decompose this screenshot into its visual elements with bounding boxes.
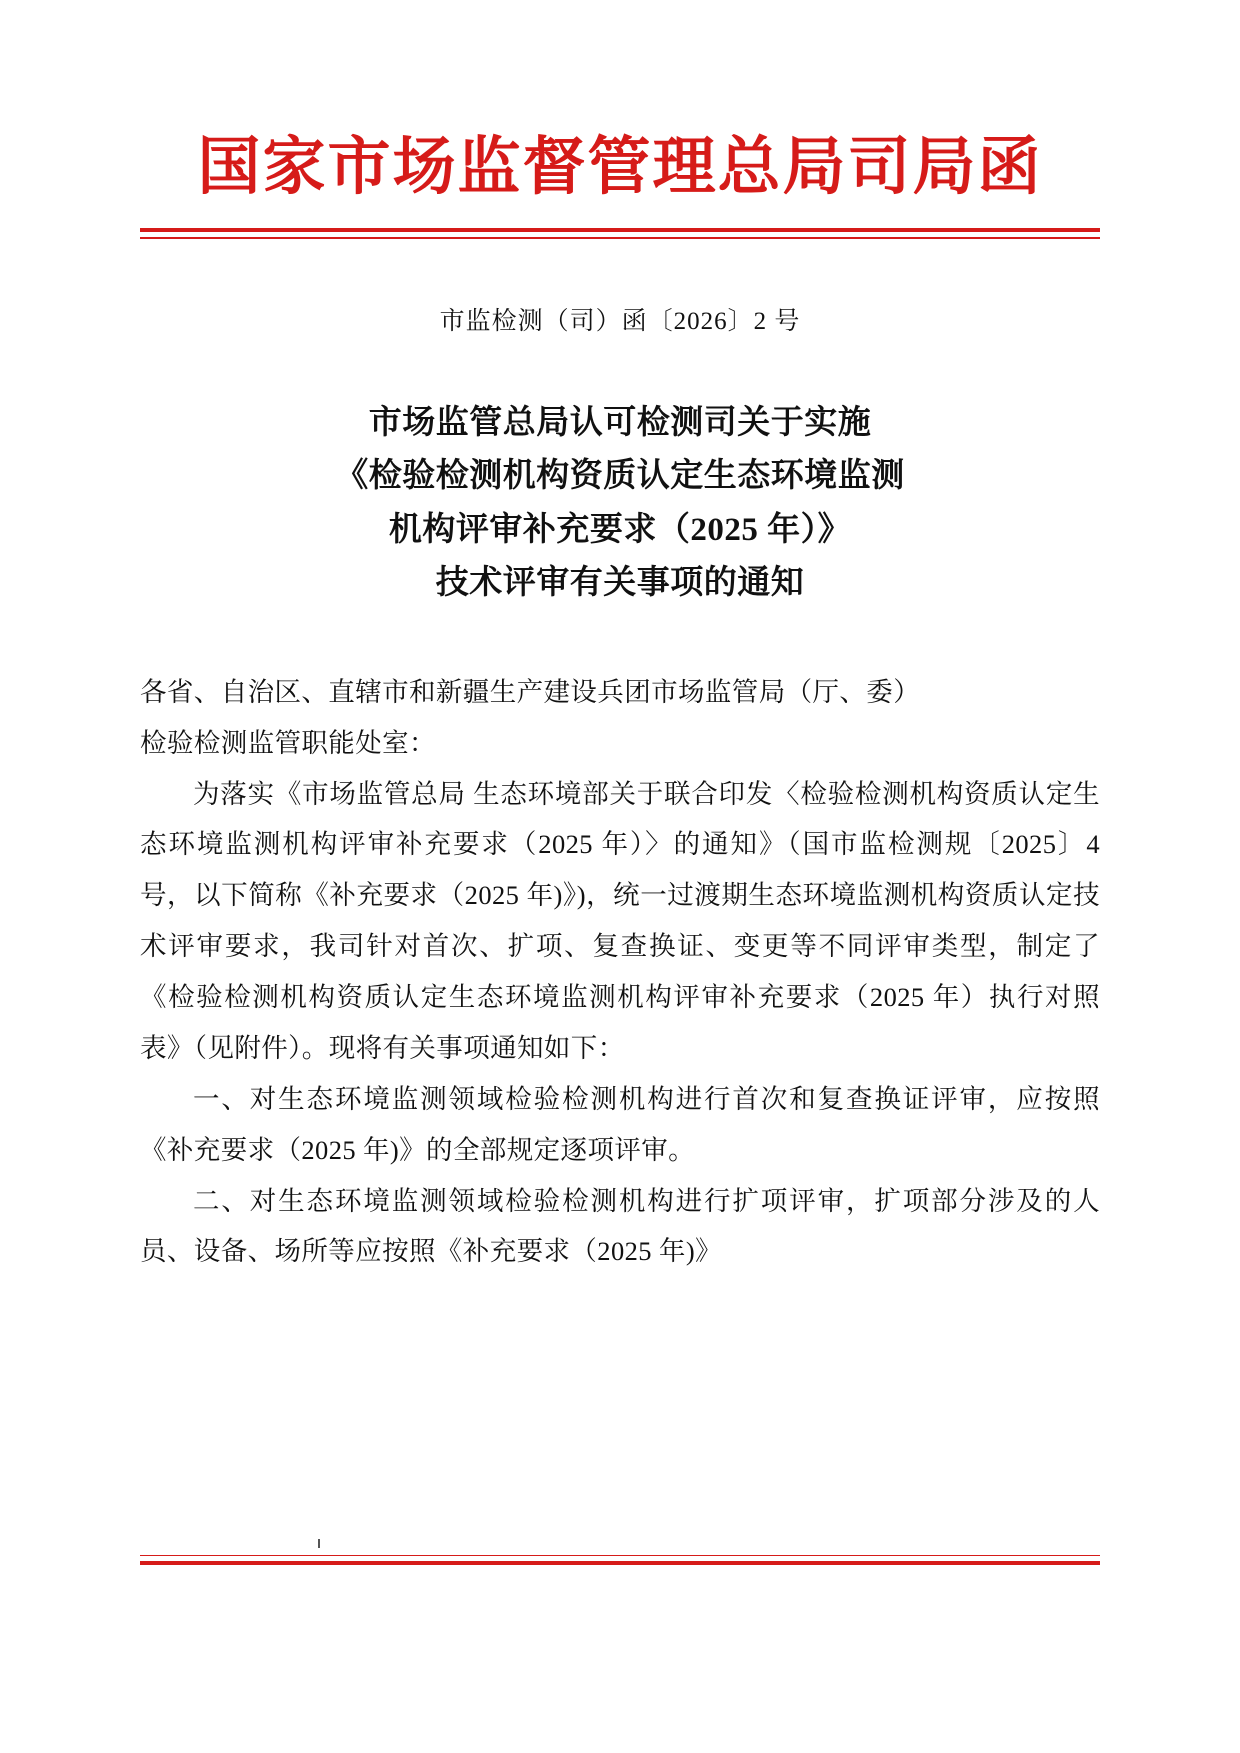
document-title-line-3: 机构评审补充要求（2025 年）》 (388, 511, 852, 548)
document-title-line-2: 《检验检测机构资质认定生态环境监测 (335, 458, 905, 495)
letterhead-title: 国家市场监督管理总局司局函 (197, 129, 1043, 203)
page-fold-mark (318, 1539, 320, 1548)
footer-rules (140, 1555, 1100, 1566)
footer-rule-thin (140, 1555, 1100, 1557)
body-paragraph-1: 为落实《市场监管总局 生态环境部关于联合印发〈检验检测机构资质认定生态环境监测机构评审补充要求（2025 年）〉的通知》（国市监检测规〔2025〕4 号，以下简称《补充要求（2025 年)》)，统一过渡期生态环境监测机构资质认定技术评审要求，我司针对首次、扩项、复查换证、变更等不同评审类型，制定了《检验检测机构资质认定生态环境监测机构评审补充要求（2025 年）执行对照表》（见附件）。现将有关事项通知如下： (140, 778, 1100, 1063)
body-paragraph-2: 一、对生态环境监测领域检验检测机构进行首次和复查换证评审，应按照《补充要求（2025 年)》的全部规定逐项评审。 (140, 1083, 1100, 1165)
letterhead (140, 0, 1100, 239)
body-paragraph-3: 二、对生态环境监测领域检验检测机构进行扩项评审，扩项部分涉及的人员、设备、场所等应按照《补充要求（2025 年)》 (140, 1185, 1100, 1267)
letterhead-rule-thin (140, 237, 1100, 239)
document-title-line-4: 技术评审有关事项的通知 (435, 565, 805, 602)
footer-rule-thick (140, 1561, 1100, 1565)
document-title-line-1: 市场监管总局认可检测司关于实施 (368, 404, 872, 441)
addressee-line-2: 检验检测监管职能处室： (140, 727, 436, 758)
letterhead-rule-thick (140, 228, 1100, 232)
document-title (140, 397, 1100, 611)
letterhead-rules (140, 228, 1100, 239)
addressee-line-1: 各省、自治区、直辖市和新疆生产建设兵团市场监管局（厅、委） (140, 676, 921, 707)
document-number: 市监检测（司）函〔2026〕2 号 (439, 307, 801, 335)
document-body (140, 667, 1100, 1278)
